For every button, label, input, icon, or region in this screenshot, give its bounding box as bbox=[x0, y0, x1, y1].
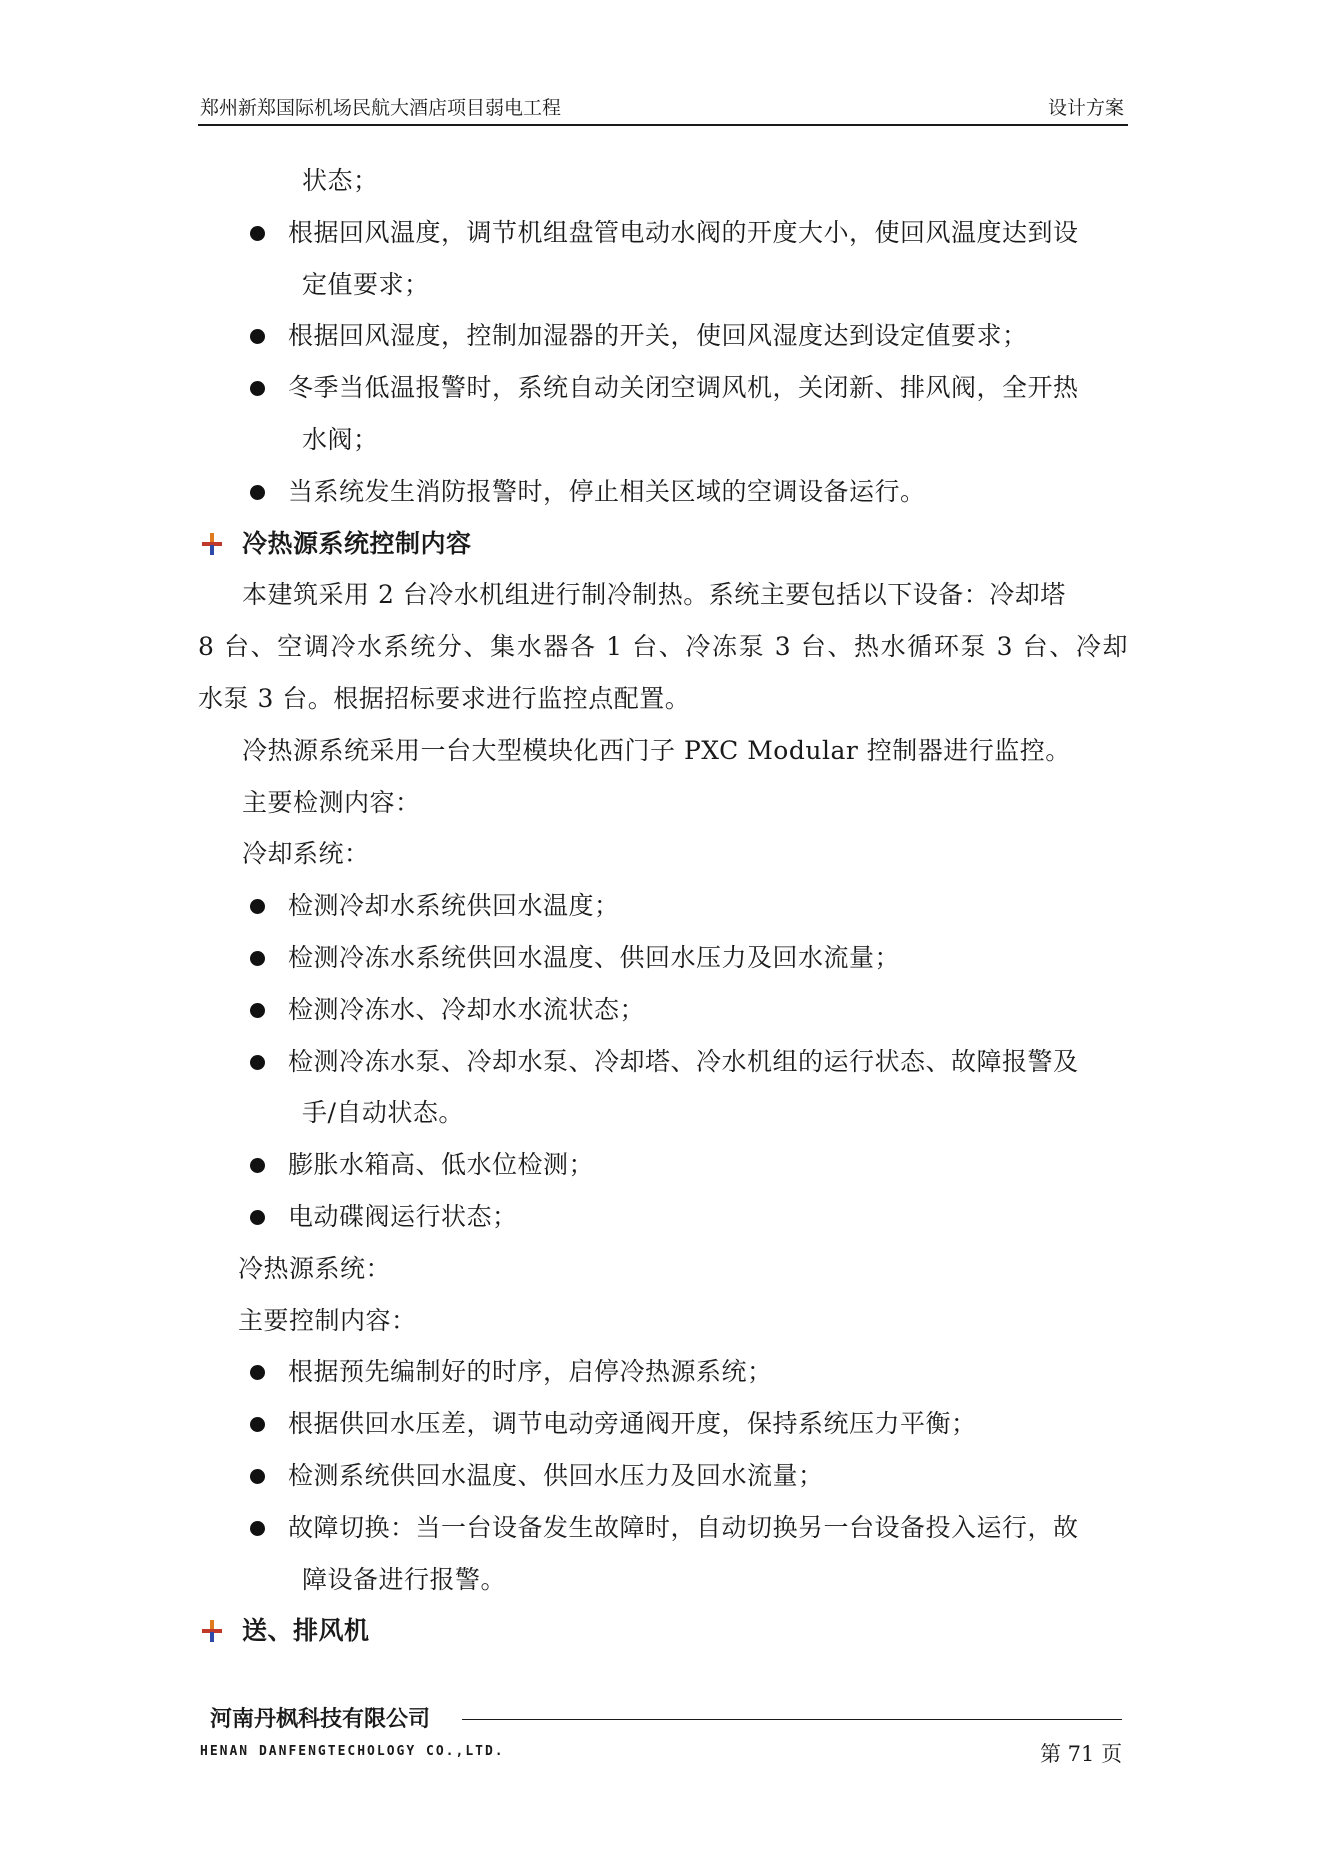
text-line: 根据回风湿度，控制加湿器的开关，使回风湿度达到设定值要求； bbox=[288, 321, 1028, 351]
heading-cross-icon bbox=[200, 532, 224, 556]
bullet-dot bbox=[250, 226, 265, 241]
text-line: 水阀； bbox=[302, 425, 379, 454]
text-line: 水泵 3 台。根据招标要求进行监控点配置。 bbox=[198, 684, 691, 713]
text-line: 冷热源系统采用一台大型模块化西门子 PXC Modular 控制器进行监控。 bbox=[242, 735, 1071, 765]
text-line: 冬季当低温报警时，系统自动关闭空调风机，关闭新、排风阀，全开热 bbox=[288, 373, 1079, 403]
section-heading: 送、排风机 bbox=[242, 1616, 370, 1646]
text-line: 电动碟阀运行状态； bbox=[288, 1202, 518, 1231]
bullet-dot bbox=[250, 1158, 265, 1173]
bullet-dot bbox=[250, 329, 265, 344]
text-line: 手/自动状态。 bbox=[302, 1098, 464, 1128]
text-line: 本建筑采用 2 台冷水机组进行制冷制热。系统主要包括以下设备：冷却塔 bbox=[242, 580, 1066, 610]
bullet-dot bbox=[250, 1055, 265, 1070]
bullet-dot bbox=[250, 1003, 265, 1018]
text-line: 主要检测内容： bbox=[242, 787, 421, 817]
text-line: 检测冷却水系统供回水温度； bbox=[288, 891, 620, 921]
text-line: 检测冷冻水、冷却水水流状态； bbox=[288, 994, 646, 1024]
text-line: 主要控制内容： bbox=[238, 1305, 417, 1335]
text-line: 冷热源系统： bbox=[238, 1253, 392, 1283]
page-header bbox=[198, 92, 1128, 126]
bullet-dot bbox=[250, 1365, 265, 1380]
text-line: 冷却系统： bbox=[242, 839, 370, 869]
text-line: 故障切换：当一台设备发生故障时，自动切换另一台设备投入运行，故 bbox=[288, 1512, 1079, 1542]
text-line: 8 台、空调冷水系统分、集水器各 1 台、冷冻泵 3 台、热水循环泵 3 台、冷却 bbox=[198, 632, 1128, 662]
text-line: 膨胀水箱高、低水位检测； bbox=[288, 1150, 595, 1180]
bullet-dot bbox=[250, 1521, 265, 1536]
text-line: 根据回风温度，调节机组盘管电动水阀的开度大小，使回风温度达到设 bbox=[288, 217, 1079, 247]
text-line: 检测冷冻水泵、冷却水泵、冷却塔、冷水机组的运行状态、故障报警及 bbox=[288, 1046, 1079, 1076]
footer-rule bbox=[462, 1719, 1122, 1720]
bullet-dot bbox=[250, 1469, 265, 1484]
bullet-dot bbox=[250, 951, 265, 966]
page-number: 第 71 页 bbox=[1040, 1742, 1123, 1766]
bullet-dot bbox=[250, 899, 265, 914]
footer-company-english: HENAN DANFENGTECHOLOGY CO.,LTD. bbox=[200, 1744, 505, 1759]
bullet-dot bbox=[250, 1417, 265, 1432]
text-line: 状态； bbox=[302, 166, 379, 195]
bullet-dot bbox=[250, 485, 265, 500]
header-section: 设计方案 bbox=[1047, 97, 1124, 119]
bullet-dot bbox=[250, 1210, 265, 1225]
text-line: 检测系统供回水温度、供回水压力及回水流量； bbox=[288, 1461, 824, 1490]
text-line: 当系统发生消防报警时，停止相关区域的空调设备运行。 bbox=[288, 476, 926, 506]
text-line: 根据预先编制好的时序，启停冷热源系统； bbox=[288, 1357, 773, 1387]
footer-company-name: 河南丹枫科技有限公司 bbox=[210, 1707, 431, 1732]
text-line: 根据供回水压差，调节电动旁通阀开度，保持系统压力平衡； bbox=[288, 1409, 977, 1439]
heading-cross-icon bbox=[200, 1619, 224, 1643]
text-line: 定值要求； bbox=[302, 269, 430, 299]
text-line: 障设备进行报警。 bbox=[302, 1564, 507, 1594]
header-title: 郑州新郑国际机场民航大酒店项目弱电工程 bbox=[200, 97, 562, 119]
bullet-dot bbox=[250, 381, 265, 396]
text-line: 检测冷冻水系统供回水温度、供回水压力及回水流量； bbox=[288, 943, 901, 972]
section-heading: 冷热源系统控制内容 bbox=[242, 528, 472, 558]
